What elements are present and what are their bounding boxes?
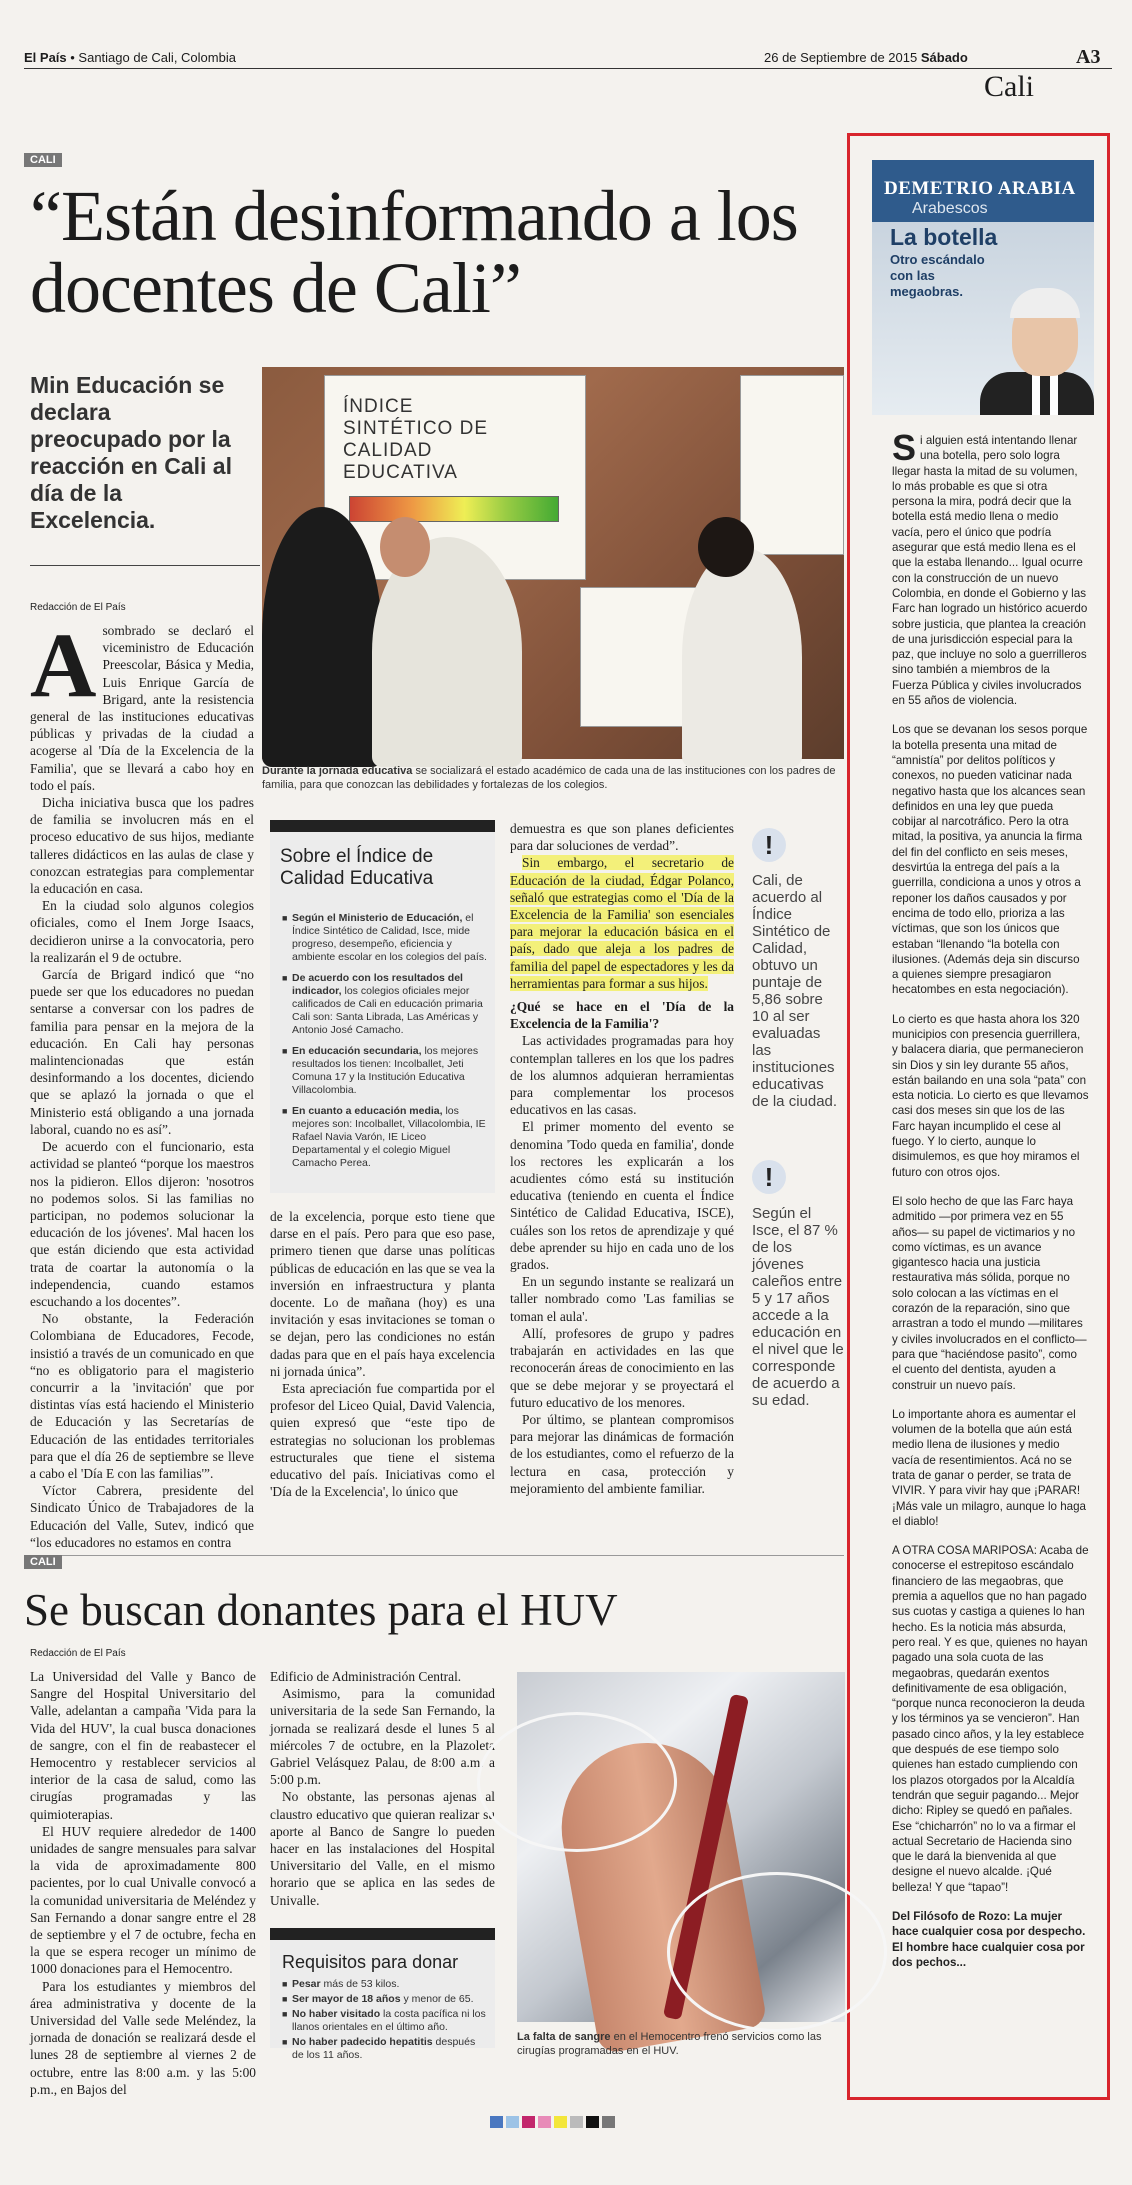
column-subtitle: Otro escándalo con las megaobras. (890, 252, 985, 299)
paragraph: El HUV requiere alrededor de 1400 unidades de sangre mensuales para salvar la vida de aproximadamente 800 pacientes, por lo cual Univalle convocó a la comunidad universitaria de Meléndez y San Fernando a donar sangre entre el 28 de septiembre y el 7 de octubre, fecha en la que se espera recoger un mínimo de 1000 donaciones para el Hemocentro. (30, 1823, 256, 1977)
dropcap: A (30, 614, 97, 716)
paragraph: Edificio de Administración Central. (270, 1669, 462, 1684)
article2-byline: Redacción de El País (30, 1648, 126, 1659)
paragraph: Allí, profesores de grupo y padres trabajarán en actividades en las que reconocerán áreas de conocimiento en las que se debe mejorar y se proyectará el futuro educativo de los menores. (510, 1325, 734, 1410)
author-tie (1040, 374, 1050, 415)
paragraph: De acuerdo con el funcionario, esta actividad se planteó “porque los maestros nos la pidieron. Ellos dijeron: 'nosotros no podemos solos. Si las familias no participan, no podemos solucionar la educación de los jóvenes'. Mal hacen los que están diciendo que esta actividad trata de coartar la autonomía o la independencia, cuando estamos escuchando a los docentes”. (30, 1139, 254, 1309)
list-item: ■ De acuerdo con los resultados del indicador, los colegios oficiales mejor calificados de Cali en educación primaria Cali son: Santa Librada, Las Américas y Antonio José Camacho. (282, 972, 488, 1037)
requisitos-list (282, 1978, 488, 2064)
article2-column-1 (30, 1668, 256, 2097)
person-right-head (698, 517, 754, 577)
article1-byline: Redacción de El País (30, 602, 126, 613)
color-swatch (538, 2116, 551, 2128)
column-title: La botella (890, 224, 998, 250)
blood-donation-photo (517, 1672, 845, 2022)
paragraph: No obstante, la Federación Colombiana de Educadores, Fecode, insistió a través de un comunicado en que “no es obligatorio para el magisterio concurrir a la 'invitación' que por distintas vías está haciendo el Ministerio de Educación y las Secretarías de Educación de las entidades territoriales para que el día 26 de septiembre se lleve a cabo el 'Día E con las familias'”. (30, 1311, 254, 1481)
color-swatch (602, 2116, 615, 2128)
exclamation-icon: ! (752, 828, 786, 862)
list-item: ■ Ser mayor de 18 años y menor de 65. (282, 1993, 488, 2006)
issue-date (764, 50, 968, 65)
article1-column-3 (510, 820, 734, 1500)
paragraph-highlighted: Sin embargo, el secretario de Educación de la ciudad, Édgar Polanco, señaló que estrategias como el 'Día de la Excelencia de la Familia' son esenciales para mejorar la educación básica en el país, dado que aleja a los padres de familia del papel de espectadores y les da herramientas para formar a sus hijos. (510, 855, 734, 991)
paragraph: No obstante, las personas ajenas al claustro educativo que quieran realizar su aporte al Banco de Sangre lo pueden hacer en las instalaciones del Hospital Universitario del Valle, en el mismo horario que se aplica en las sedes de Univalle. (270, 1789, 495, 1908)
column-body (892, 427, 1089, 1984)
paragraph: En la ciudad solo algunos colegios oficiales, como el Inem Jorge Isaacs, decidieron unirse a la convocatoria, pero la realizarán el 9 de octubre. (30, 898, 254, 965)
header-rule (24, 68, 1112, 69)
person-head (380, 517, 430, 577)
masthead-line (24, 50, 236, 65)
paragraph: Si alguien está intentando llenar una botella, pero solo logra llegar hasta la mitad de su volumen, lo más probable es que si otra persona la mira, podrá decir que la botella está medio llena o medio vacía, pero el único que podría asegurar que está medio llena es el que la estaba llenando... Igual ocurre con la construcción de un nuevo Colombia, en donde el Gobierno y las Farc han logrado un histórico acuerdo sobre justicia, que plantea la creación de una jurisdicción especial para la paz, que incluye no solo a guerrilleros sino también a miembros de la Fuerza Pública y civiles involucrados en 55 años de violencia. (892, 427, 1088, 708)
poster-color-scale (349, 496, 559, 522)
list-item: ■ Pesar más de 53 kilos. (282, 1978, 488, 1991)
paper-location: • Santiago de Cali, Colombia (66, 50, 236, 65)
color-swatch (570, 2116, 583, 2128)
classroom-photo (262, 367, 844, 759)
box-top-bar (270, 820, 495, 832)
paragraph: Asimismo, para la comunidad universitaria de la sede San Fernando, la jornada se realizará desde el lunes 5 al miércoles 7 de octubre, en la Plazoleta Gabriel Velásquez Palau, de 8:00 a.m. a 5:00 p.m. (270, 1686, 495, 1788)
poster-right (740, 375, 844, 555)
paragraph: En un segundo instante se realizará un taller nombrado como 'Las familias se toman el aula'. (510, 1274, 734, 1324)
color-swatch (554, 2116, 567, 2128)
photo2-caption: La falta de sangre en el Hemocentro frenó servicios como las cirugías programadas en el HUV. (517, 2031, 822, 2057)
article1-deck: Min Educación se declara preocupado por la reacción en Cali al día de la Excelencia. (30, 372, 232, 533)
list-item: ■ En educación secundaria, los mejores resultados los tienen: Incolballet, Jeti Comuna 17 y la Institución Educativa Villacolombia. (282, 1045, 488, 1097)
color-swatch (506, 2116, 519, 2128)
paragraph-closing: Del Filósofo de Rozo: La mujer hace cualquier cosa por despecho. El hombre hace cualquier cosa por dos pechos... (892, 1910, 1086, 1969)
article2-kicker: CALI (24, 1552, 62, 1570)
section-divider (24, 1555, 844, 1556)
paragraph: de la excelencia, porque esto tiene que darse en el país. Pero para que eso pase, primero tienen que darse unas políticas públicas de educación en las que se vea la inversión en infraestructura y planta docente. Lo de mañana (hoy) es una invitación y esas invitaciones se toman o se dejan, pero las condiciones no están dadas para que en el país haya excelencia ni jornada única”. (270, 1209, 495, 1379)
requisitos-title: Requisitos para donar (282, 1952, 459, 1972)
indice-box (270, 820, 495, 1193)
paragraph: El primer momento del evento se denomina 'Todo queda en familia', donde los rectores les explicarán a los acudientes cómo está su institución educativa (teniendo en cuenta el Índice Sintético de Calidad Educativa, ISCE), cuáles son los retos de aprendizaje y qué debe aprender su hijo en cada uno de los grados. (510, 1119, 734, 1273)
person-right (682, 547, 802, 767)
paragraph: La Universidad del Valle y Banco de Sangre del Hospital Universitario del Valle, adelantan a campaña 'Vida para la Vida del HUV', la cual busca donaciones de sangre, con el fin de reabastecer el Hemocentro y restablecer servicios al interior de la casa de salud, como las cirugías programadas y las quimioterapias. (30, 1669, 256, 1822)
column-header (872, 160, 1094, 415)
paragraph: Esta apreciación fue compartida por el profesor del Liceo Quial, David Valencia, quien expresó que “este tipo de estrategias no solucionan los problemas estructurales que tiene el sistema educativo del país. Iniciativas como el 'Día de la Excelencia', lo único que (270, 1381, 495, 1500)
column-author: DEMETRIO ARABIA (884, 178, 1076, 199)
paragraph: Las actividades programadas para hoy contemplan talleres en los que los padres de los alumnos adquieran herramientas para complementar los procesos educativos en las casas. (510, 1033, 734, 1118)
paragraph: Los que se devanan los sesos porque la botella presenta una mitad de “amnistía” por delitos políticos y conexos, no pueden vaticinar nada negativo hasta que los alcances sean definidos en una ley que pueda cobijar al narcotráfico. Pero la otra mitad, la positiva, ya anuncia la firma del fin del conflicto en seis meses, desvirtúa la entrega del país a la guerrilla, condiciona a unos y otros a reponer los daños causados y por encima de todo ello, prioriza a las víctimas, que son los únicos que estaban “llenando “la botella con ilusiones. (Además deja sin discurso a quienes siempre presagiaron hecatombes en esta negociación). (892, 723, 1088, 997)
paragraph: García de Brigard indicó que “no puede ser que los educadores no puedan sentarse a conversar con los padres de familia para pensar en la mejora de la educación. En Cali hay personas malintencionadas que están desinformando a los docentes, diciendo que se aplazó la jornada o que el Ministerio está obligando a una jornada laboral, cuando no es así”. (30, 967, 254, 1137)
paragraph: Lo importante ahora es aumentar el volumen de la botella que aún está medio llena de ilusiones y medio vacía de resentimientos. Acá no se trata de ganar o perder, se trata de VIVIR. Y para vivir hay que ¡PARAR! ¡Más vale un milagro, aunque lo haga el diablo! (892, 1407, 1086, 1528)
paragraph: Dicha iniciativa busca que los padres de familia se involucren más en el proceso educativo de sus hijos, mediante talleres didácticos en las aulas de clase y conozcan estrategias para complementar la educación en casa. (30, 795, 254, 897)
paragraph: Lo cierto es que hasta ahora los 320 municipios con presencia guerrillera, y balacera diaria, que permanecieron sin Dios y sin ley durante 55 años, están bailando en una sola “pata” con esta noticia. Lo cierto es que llevamos casi dos meses sin que los de las Farc hayan incumplido el cese al fuego. Y lo cierto, aunque lo disimulemos, es que hoy miramos el futuro con otros ojos. (892, 1012, 1089, 1179)
article1-kicker: CALI (24, 150, 62, 168)
exclamation-icon: ! (752, 1160, 786, 1194)
article1-column-2 (270, 1208, 495, 1498)
page-number: A3 (1076, 46, 1101, 68)
column-dropcap: S (892, 427, 917, 468)
paragraph: Por último, se plantean compromisos para mejorar las dinámicas de formación de los estudiantes, como el refuerzo de la lectura en casa, protección y mejoramiento del ambiente familiar. (510, 1411, 734, 1496)
color-swatch (522, 2116, 535, 2128)
indice-box-title: Sobre el Índice de Calidad Educativa (280, 846, 434, 889)
article2-column-2 (270, 1668, 495, 1918)
list-item: ■ En cuanto a educación media, los mejores son: Incolballet, Villacolombia, IE Rafael Navia Varón, IE Liceo Departamental y el colegio Miguel Camacho Perea. (282, 1105, 488, 1170)
section-name: Cali (984, 70, 1034, 103)
column-section: Arabescos (912, 200, 988, 217)
article1-column-1 (30, 614, 254, 1550)
list-item: ■ No haber visitado la costa pacífica ni los llanos orientales en el último año. (282, 2008, 488, 2034)
paragraph: Víctor Cabrera, presidente del Sindicato Único de Trabajadores de la Educación del Valle, Sutev, indicó que “los educadores no estamos en contra (30, 1483, 254, 1550)
deck-rule (30, 565, 260, 566)
date-text: 26 de Septiembre de 2015 (764, 50, 918, 65)
paragraph: sombrado se declaró el viceministro de Educación Preescolar, Básica y Media, Luis Enrique García de Brigard, ante la resistencia general de las instituciones educativas públicas y privadas de la ciudad a acogerse al 'Día de la Excelencia de la Familia', que se llevará a cabo hoy en todo el país. (30, 623, 254, 793)
poster-title: ÍNDICE SINTÉTICO DE CALIDAD EDUCATIVA (343, 396, 489, 483)
pullquote-1: Cali, de acuerdo al Índice Sintético de Calidad, obtuvo un puntaje de 5,86 sobre 10 al ser evaluadas las instituciones educativas de la ciudad. (752, 872, 838, 1110)
article1-headline: “Están desinformando a los docentes de Cali” (30, 176, 798, 328)
person-left (262, 507, 382, 767)
tube-loop (667, 1872, 887, 2032)
paragraph: Para los estudiantes y miembros del área administrativa y docente de la Universidad del Valle sede Meléndez, la jornada de donación se realizará desde el lunes 28 de septiembre al viernes 2 de octubre, entre las 8:00 a.m. y las 5:00 p.m., en Bajos del (30, 1978, 256, 2097)
paragraph: El solo hecho de que las Farc haya admitido —por primera vez en 55 años— su papel de victimarios y no como víctimas, es un avance gigantesco hacia una justicia restaurativa más sólida, porque no solo colocan a las víctimas en el corazón de la reparación, sino que arrastran a todo el mundo —militares y civiles involucrados en el conflicto— para que “haciéndose pasito”, como el cuento del dentista, ayuden a construir un nuevo país. (892, 1194, 1087, 1392)
requisitos-box (270, 1928, 495, 2061)
list-item: ■ No haber padecido hepatitis después de los 11 años. (282, 2036, 488, 2062)
color-swatch (586, 2116, 599, 2128)
paper-name: El País (24, 50, 67, 65)
pullquote-2: Según el Isce, el 87 % de los jóvenes caleños entre 5 y 17 años accede a la educación en el nivel que le corresponde de acuerdo a su edad. (752, 1205, 844, 1409)
author-hair (1010, 288, 1080, 318)
subheading: ¿Qué se hace en el 'Día de la Excelencia de la Familia'? (510, 999, 734, 1032)
print-registration-marks (490, 2116, 615, 2128)
tube-loop (477, 1712, 677, 1852)
photo1-caption: Durante la jornada educativa se socializará el estado académico de cada una de las instituciones con los padres de familia, para que conozcan las debilidades y fortalezas de los colegios. (262, 765, 836, 791)
paragraph: demuestra es que son planes deficientes para dar soluciones de verdad”. (510, 821, 734, 854)
paragraph: A OTRA COSA MARIPOSA: Acaba de conocerse el estrepitoso escándalo financiero de las megaobras, que premia a aquellos que no han pagado sus cuotas y castiga a quienes lo han hecho. Es la noticia más absurda, pero real. Y es que, quienes no hayan pagado una sola cuota de las megaobras, quedarán exentos definitivamente de esa obligación, “porque nunca reconocieron la deuda y los términos ya se vencieron”. Han pasado cinco años, y la ley establece que después de ese tiempo solo quienes han estado cumpliendo con los plazos otorgados por la Alcaldía tendrán que seguir pagando... Mejor dicho: Ripley se quedó en pañales. Ese “chicharrón” no lo va a firmar el actual Secretario de Hacienda sino que le dará la bienvenida al que designe el nuevo alcalde. ¡Qué belleza! Y que “tapao”! (892, 1544, 1089, 1894)
color-swatch (490, 2116, 503, 2128)
list-item: ■ Según el Ministerio de Educación, el Índice Sintético de Calidad, Isce, mide progreso, desempeño, eficiencia y ambiente escolar en los colegios del país. (282, 912, 488, 964)
article2-headline: Se buscan donantes para el HUV (24, 1585, 618, 1635)
weekday-text: Sábado (917, 50, 968, 65)
box-top-bar (270, 1928, 495, 1940)
indice-box-list (282, 912, 488, 1178)
